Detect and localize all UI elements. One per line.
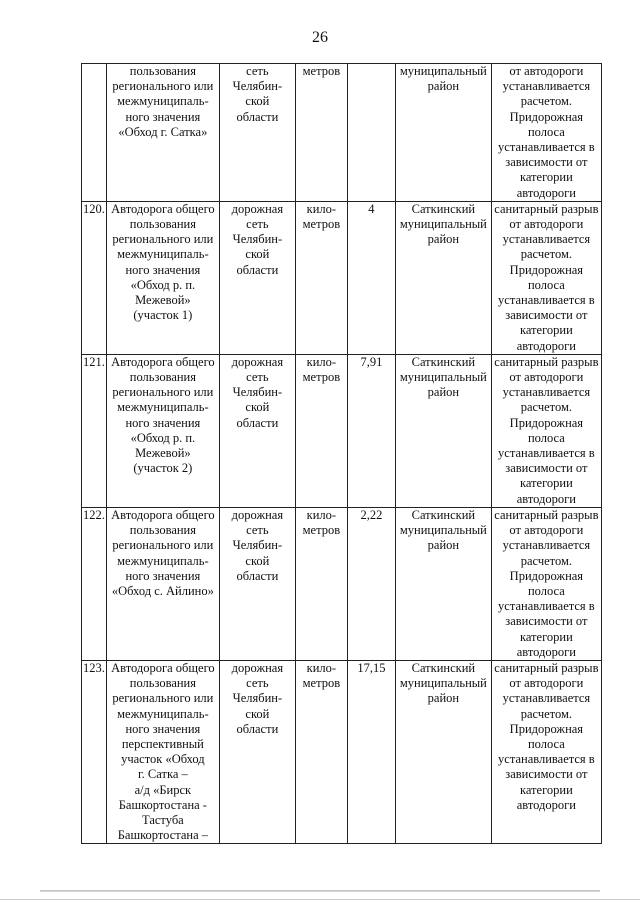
table-row <box>82 64 602 202</box>
length-cell: 7,91 <box>347 354 395 507</box>
note-cell: санитарный разрыв от автодороги устанавливается расчетом. Придорожная полоса устанавливается в зависимости от категории автодороги <box>491 507 601 660</box>
length-cell: 2,22 <box>347 507 395 660</box>
scan-edge-line <box>40 890 600 892</box>
length-cell: 17,15 <box>347 660 395 843</box>
district-cell: Саткинский муниципальный район <box>395 660 491 843</box>
note-cell: санитарный разрыв от автодороги устанавливается расчетом. Придорожная полоса устанавливается в зависимости от категории автодороги <box>491 201 601 354</box>
page-number: 26 <box>312 29 328 46</box>
note-cell: от автодороги устанавливается расчетом. Придорожная полоса устанавливается в зависимости от категории автодороги <box>491 64 601 202</box>
unit-cell: кило- метров <box>295 660 347 843</box>
length-cell: 4 <box>347 201 395 354</box>
unit-cell: кило- метров <box>295 354 347 507</box>
note-cell: санитарный разрыв от автодороги устанавливается расчетом. Придорожная полоса устанавливается в зависимости от категории автодороги <box>491 354 601 507</box>
note-cell: санитарный разрыв от автодороги устанавливается расчетом. Придорожная полоса устанавливается в зависимости от категории автодороги <box>491 660 601 843</box>
row-number: 121. <box>82 354 107 507</box>
row-number: 123. <box>82 660 107 843</box>
row-number <box>82 64 107 202</box>
road-name-cell: Автодорога общего пользования регионального или межмуниципаль- ного значения «Обход р. п. Межевой» (участок 2) <box>106 354 219 507</box>
row-number: 120. <box>82 201 107 354</box>
district-cell: муниципальный район <box>395 64 491 202</box>
road-network-cell: сеть Челябин- ской области <box>219 64 295 202</box>
unit-cell: метров <box>295 64 347 202</box>
road-name-cell: Автодорога общего пользования регионального или межмуниципаль- ного значения «Обход р. п. Межевой» (участок 1) <box>106 201 219 354</box>
road-network-cell: дорожная сеть Челябин- ской области <box>219 201 295 354</box>
table-row <box>82 660 602 843</box>
district-cell: Саткинский муниципальный район <box>395 201 491 354</box>
table-row <box>82 201 602 354</box>
scan-edge-line <box>0 899 640 900</box>
road-name-cell: Автодорога общего пользования регионального или межмуниципаль- ного значения «Обход с. Айлино» <box>106 507 219 660</box>
district-cell: Саткинский муниципальный район <box>395 354 491 507</box>
road-network-cell: дорожная сеть Челябин- ской области <box>219 507 295 660</box>
road-name-cell: Автодорога общего пользования регионального или межмуниципаль- ного значения перспективный участок «Обход г. Сатка – а/д «Бирск Башкортостана - Тастуба Башкортостана – <box>106 660 219 843</box>
table-row <box>82 507 602 660</box>
district-cell: Саткинский муниципальный район <box>395 507 491 660</box>
road-name-cell: пользования регионального или межмуниципаль- ного значения «Обход г. Сатка» <box>106 64 219 202</box>
road-network-cell: дорожная сеть Челябин- ской области <box>219 660 295 843</box>
length-cell <box>347 64 395 202</box>
road-network-cell: дорожная сеть Челябин- ской области <box>219 354 295 507</box>
table-row <box>82 354 602 507</box>
unit-cell: кило- метров <box>295 201 347 354</box>
unit-cell: кило- метров <box>295 507 347 660</box>
roads-table <box>81 63 602 844</box>
row-number: 122. <box>82 507 107 660</box>
